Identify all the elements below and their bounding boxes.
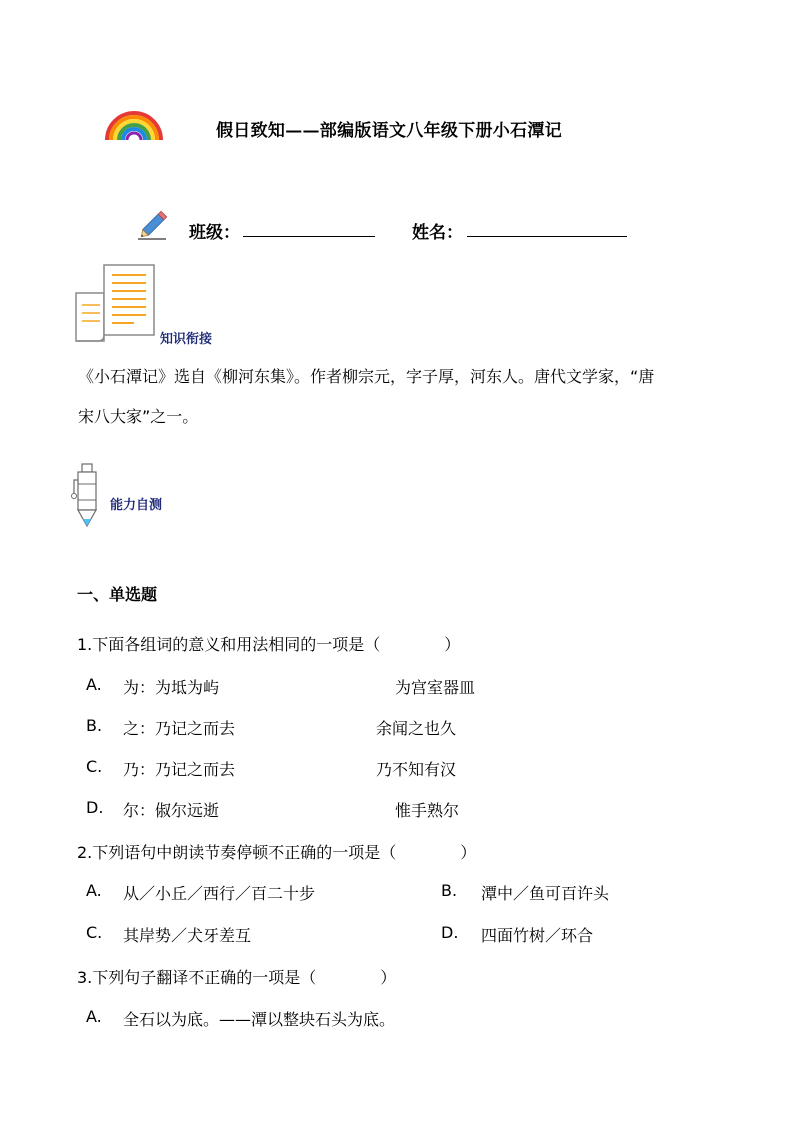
- q2-option-c-text: 其岸势／犬牙差互: [123, 926, 252, 945]
- q1-option-b-right: 余闻之也久: [376, 719, 457, 738]
- page-title: 假日致知——部编版语文八年级下册小石潭记: [216, 121, 562, 141]
- q2-option-b-text: 潭中／鱼可百许头: [481, 884, 610, 903]
- q2-option-a-letter[interactable]: A.: [86, 881, 102, 900]
- knowledge-line-1: 《小石潭记》选自《柳河东集》。作者柳宗元，字子厚，河东人。唐代文学家，“唐: [78, 367, 655, 386]
- pencil-icon: [136, 206, 172, 242]
- q2-option-a-text: 从／小丘／西行／百二十步: [123, 884, 316, 903]
- q1-option-c-left: 乃：乃记之而去: [123, 760, 236, 779]
- name-label: 姓名：: [412, 223, 463, 243]
- q1-option-d-right: 惟手熟尔: [395, 801, 460, 820]
- q2-option-d-letter[interactable]: D.: [441, 923, 459, 942]
- section-label-knowledge: 知识衔接: [160, 332, 213, 347]
- knowledge-line-2: 宋八大家”之一。: [78, 407, 199, 426]
- q2-option-d-text: 四面竹树／环合: [481, 926, 594, 945]
- q1-option-a-letter[interactable]: A.: [86, 675, 102, 694]
- question-3-stem: 3.下列句子翻译不正确的一项是（ ）: [77, 968, 397, 987]
- q1-option-d-left: 尔：俶尔远逝: [123, 801, 220, 820]
- q1-option-c-right: 乃不知有汉: [376, 760, 457, 779]
- q1-option-a-left: 为：为坻为屿: [123, 678, 220, 697]
- section-label-self-test: 能力自测: [110, 498, 163, 513]
- q3-option-a-text: 全石以为底。——潭以整块石头为底。: [123, 1010, 396, 1029]
- scroll-icon: [74, 263, 159, 345]
- section-heading-single-choice: 一、单选题: [77, 585, 158, 604]
- q1-option-b-letter[interactable]: B.: [86, 716, 103, 735]
- question-1-stem: 1.下面各组词的意义和用法相同的一项是（ ）: [77, 635, 461, 654]
- rainbow-icon: [104, 108, 164, 142]
- q1-option-a-right: 为宫室器皿: [395, 678, 476, 697]
- q2-option-c-letter[interactable]: C.: [86, 923, 103, 942]
- q1-option-c-letter[interactable]: C.: [86, 757, 103, 776]
- q2-option-b-letter[interactable]: B.: [441, 881, 458, 900]
- class-label: 班级：: [189, 223, 240, 243]
- class-input-line[interactable]: [243, 236, 375, 237]
- q1-option-b-left: 之：乃记之而去: [123, 719, 236, 738]
- q1-option-d-letter[interactable]: D.: [86, 798, 104, 817]
- q3-option-a-letter[interactable]: A.: [86, 1007, 102, 1026]
- name-input-line[interactable]: [467, 236, 627, 237]
- question-2-stem: 2.下列语句中朗读节奏停顿不正确的一项是（ ）: [77, 843, 477, 862]
- pen-icon: [68, 462, 104, 530]
